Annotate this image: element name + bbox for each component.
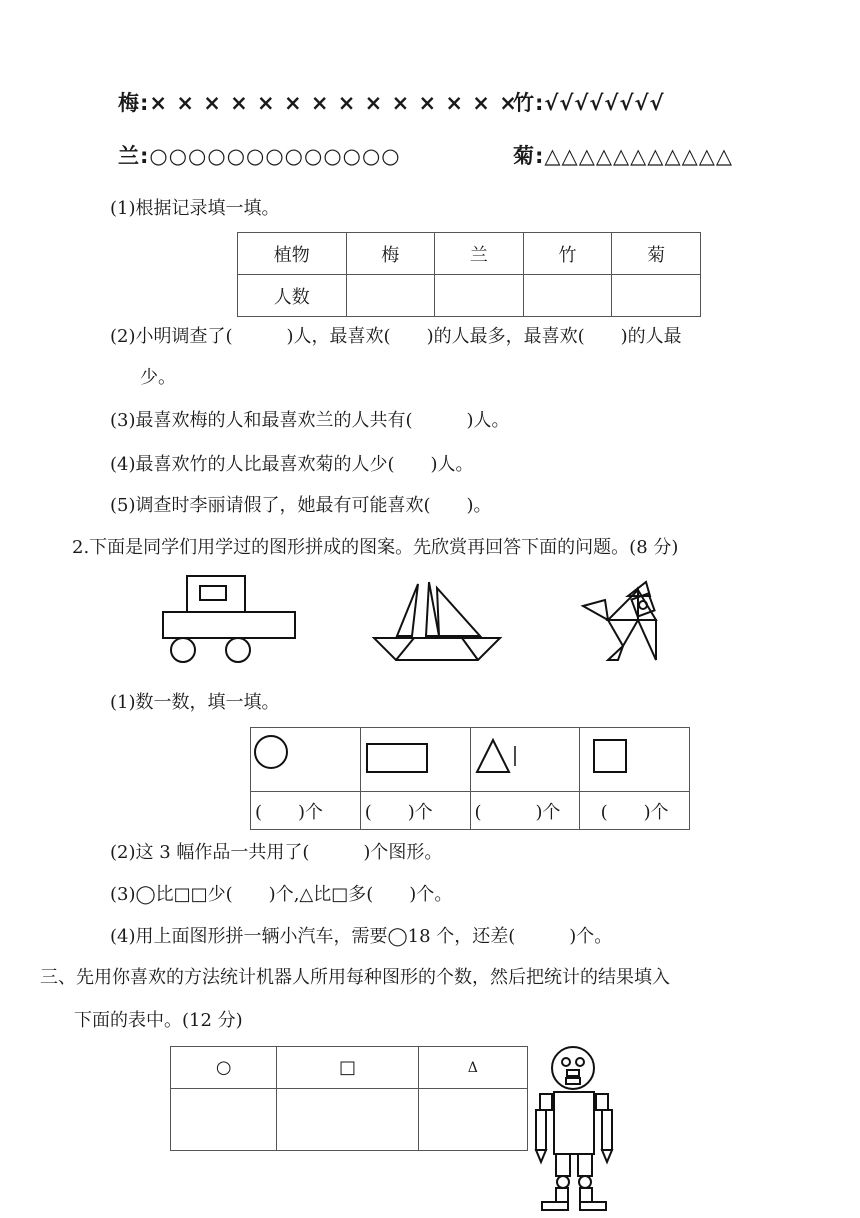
robot-arm-rect [536,1110,546,1150]
boat-sail-triangle [437,588,480,636]
record-lan [118,140,401,170]
dog-figure [578,576,698,671]
record-mei-label: 梅: [118,91,150,115]
q2-sub4: (4)用上面图形拼一辆小汽车，需要◯18 个，还差( )个。 [110,926,613,947]
boat-figure [372,578,512,668]
q1-sub5: (5)调查时李丽请假了，她最有可能喜欢( )。 [110,495,492,516]
record-zhu-marks: √√√√√√√√ [544,91,665,115]
record-zhu-label: 竹: [513,91,545,115]
robot-head-circle [552,1047,594,1089]
robot-shin-rect [556,1188,568,1202]
truck-cab-rect [187,576,245,612]
count-cell-triangle[interactable]: ( )个 [470,792,580,830]
robot-mouth-rect [566,1078,580,1084]
truck-body-rect [163,612,295,638]
answer-cell-mei[interactable] [346,275,435,317]
plant-table-row-label: 人数 [238,275,347,317]
dog-tail-triangle [583,600,608,620]
robot-nose-rect [567,1070,579,1076]
q3-title-line1: 三、先用你喜欢的方法统计机器人所用每种图形的个数，然后把统计的结果填入 [40,967,670,988]
robot-leg-rect [578,1154,592,1176]
dog-leg-triangle [608,646,623,660]
answer-cell-zhu[interactable] [523,275,612,317]
plant-table-header-cell: 梅 [346,233,435,275]
shape-cell-circle [251,728,361,792]
robot-arm-rect [540,1094,552,1110]
shape-cell-rectangle [360,728,470,792]
record-ju-marks: △△△△△△△△△△△ [544,144,734,168]
answer-cell-ju[interactable] [612,275,701,317]
count-cell-rectangle[interactable]: ( )个 [360,792,470,830]
shape-cell-triangle [470,728,580,792]
plant-table-header-cell: 植物 [238,233,347,275]
plant-table-header-cell: 竹 [523,233,612,275]
robot-knee-circle [579,1176,591,1188]
plant-table-header-cell: 兰 [435,233,524,275]
q1-sub1: (1)根据记录填一填。 [110,198,280,219]
q2-sub2: (2)这 3 幅作品一共用了( )个图形。 [110,842,443,863]
robot-shape-table [170,1046,528,1151]
record-ju [513,140,733,170]
truck-window-rect [200,586,226,600]
count-cell-square[interactable]: ( )个 [580,792,690,830]
robot-eye-circle [576,1058,584,1066]
q1-sub2-line1: (2)小明调查了( )人，最喜欢( )的人最多，最喜欢( )的人最 [110,326,682,347]
record-lan-marks: ○○○○○○○○○○○○○ [149,144,401,168]
answer-cell-lan[interactable] [435,275,524,317]
robot-arm-rect [596,1094,608,1110]
robot-knee-circle [557,1176,569,1188]
robot-hand-triangle [536,1150,546,1162]
triangle-icon [475,736,525,776]
q1-sub4: (4)最喜欢竹的人比最喜欢菊的人少( )人。 [110,454,474,475]
robot-leg-rect [556,1154,570,1176]
robot-answer-cell-square[interactable] [277,1089,418,1151]
q2-sub3: (3)◯比□□少( )个,△比□多( )个。 [110,884,453,905]
shape-cell-square [580,728,690,792]
robot-answer-cell-circle[interactable] [171,1089,277,1151]
boat-hull-line [462,638,478,660]
robot-arm-rect [602,1110,612,1150]
q3-title-line2: 下面的表中。(12 分) [74,1010,243,1031]
robot-eye-circle [562,1058,570,1066]
circle-icon [253,734,293,774]
q1-sub2-line2: 少。 [140,367,176,388]
count-cell-circle[interactable]: ( )个 [251,792,361,830]
record-mei-marks: × × × × × × × × × × × × × × [149,91,518,115]
record-lan-label: 兰: [118,144,150,168]
rectangle-icon [365,738,435,778]
robot-foot-rect [542,1202,568,1210]
robot-table-header-cell: ○ [171,1047,277,1089]
q1-sub3: (3)最喜欢梅的人和最喜欢兰的人共有( )人。 [110,410,510,431]
dog-body-triangle [608,620,638,646]
dog-eye-circle [639,601,647,609]
dog-leg-triangle [638,620,656,660]
truck-figure [160,574,300,664]
robot-figure [528,1042,628,1212]
robot-body-rect [554,1092,594,1154]
truck-wheel-circle [171,638,195,662]
record-ju-label: 菊: [513,144,545,168]
robot-table-header-cell: □ [277,1047,418,1089]
robot-table-header-cell: Δ [418,1047,527,1089]
boat-hull-trapezoid [374,638,500,660]
plant-table-header-cell: 菊 [612,233,701,275]
q2-title: 2.下面是同学们用学过的图形拼成的图案。先欣赏再回答下面的问题。(8 分) [72,537,679,558]
robot-shin-rect [580,1188,592,1202]
robot-answer-cell-triangle[interactable] [418,1089,527,1151]
plant-table [237,232,701,317]
boat-sail-triangle [397,584,418,636]
shape-count-table [250,727,690,830]
robot-hand-triangle [602,1150,612,1162]
truck-wheel-circle [226,638,250,662]
boat-hull-line [396,638,414,660]
record-zhu [513,87,664,117]
q2-sub1: (1)数一数，填一填。 [110,692,280,713]
robot-foot-rect [580,1202,606,1210]
square-icon [592,738,642,778]
record-mei [118,87,518,117]
